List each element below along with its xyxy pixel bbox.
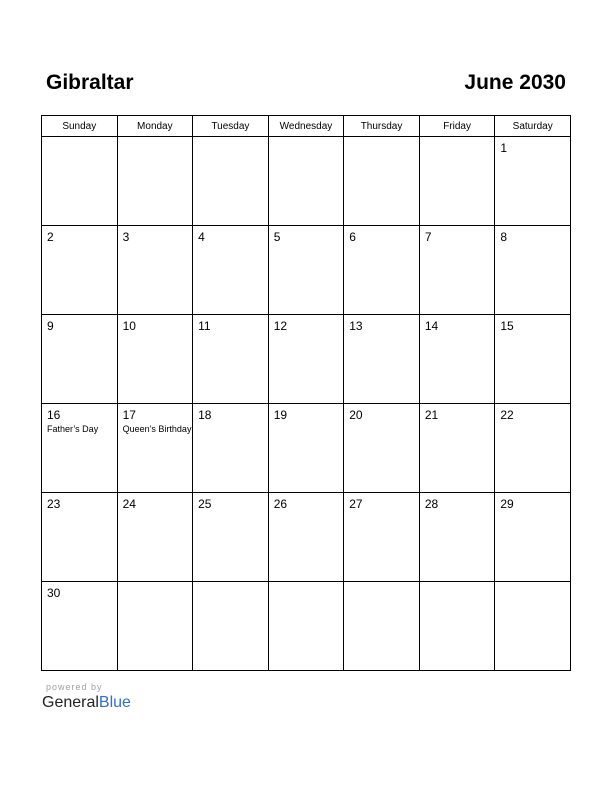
week-row [42, 226, 571, 315]
day-cell [419, 582, 495, 671]
day-number: 4 [198, 230, 205, 244]
brand-general-text: General [42, 694, 99, 711]
day-cell [42, 315, 118, 404]
day-number: 5 [273, 230, 281, 244]
week-row [42, 582, 571, 671]
day-cell [117, 315, 193, 404]
day-number: 10 [122, 319, 136, 333]
day-number: 15 [500, 319, 514, 333]
day-cell [193, 493, 269, 582]
day-cell [268, 404, 344, 493]
weekday-header: Friday [419, 116, 495, 137]
day-number: 12 [273, 319, 288, 333]
day-cell [268, 226, 344, 315]
week-row [42, 315, 571, 404]
day-cell [419, 315, 495, 404]
day-cell [344, 404, 420, 493]
weekday-header: Sunday [42, 116, 118, 137]
weekday-header: Tuesday [193, 116, 269, 137]
calendar-month-title: June 2030 [464, 71, 566, 94]
day-number: 29 [500, 497, 514, 511]
day-cell [42, 493, 118, 582]
day-number: 9 [47, 319, 54, 333]
day-number: 2 [47, 230, 54, 244]
day-cell [419, 404, 495, 493]
day-cell [344, 315, 420, 404]
day-cell [193, 137, 269, 226]
day-cell [495, 226, 571, 315]
weekday-header: Thursday [344, 116, 420, 137]
day-number: 3 [122, 230, 130, 244]
day-number: 8 [500, 230, 508, 244]
day-cell [495, 404, 571, 493]
day-cell [495, 315, 571, 404]
day-number: 22 [500, 408, 514, 422]
weekday-header: Wednesday [268, 116, 344, 137]
day-cell [42, 137, 118, 226]
day-number: 11 [198, 319, 211, 333]
day-cell [495, 493, 571, 582]
day-cell [117, 493, 193, 582]
day-cell [193, 582, 269, 671]
day-cell [344, 493, 420, 582]
day-cell [344, 226, 420, 315]
day-number: 25 [198, 497, 212, 511]
day-number: 6 [349, 230, 356, 244]
weekday-header: Saturday [495, 116, 571, 137]
day-number: 27 [349, 497, 363, 511]
holiday-label: Father’s Day [47, 424, 99, 434]
day-number: 18 [198, 408, 212, 422]
week-row [42, 493, 571, 582]
day-cell [344, 137, 420, 226]
day-cell [419, 137, 495, 226]
week-row [42, 137, 571, 226]
holiday-label: Queen’s Birthday [122, 424, 192, 434]
month-calendar-grid [41, 115, 571, 671]
day-cell [193, 404, 269, 493]
day-cell [268, 315, 344, 404]
day-cell [495, 137, 571, 226]
day-cell [268, 582, 344, 671]
day-number: 28 [424, 497, 439, 511]
day-number: 13 [349, 319, 363, 333]
generalblue-logo[interactable] [42, 694, 131, 712]
brand-blue-text: Blue [98, 694, 131, 711]
day-cell [42, 404, 118, 493]
day-cell [419, 226, 495, 315]
day-number: 1 [500, 141, 508, 155]
day-number: 20 [349, 408, 363, 422]
day-number: 19 [273, 408, 288, 422]
day-cell [268, 493, 344, 582]
powered-by-label: powered by [46, 682, 103, 692]
day-cell [42, 226, 118, 315]
weekday-header-row [42, 116, 571, 137]
day-number: 17 [122, 408, 136, 422]
day-cell [117, 582, 193, 671]
day-cell [268, 137, 344, 226]
calendar-body [42, 137, 571, 671]
day-cell [193, 226, 269, 315]
week-row [42, 404, 571, 493]
day-number: 21 [424, 408, 439, 422]
day-cell [42, 582, 118, 671]
day-number: 16 [47, 408, 61, 422]
day-number: 14 [424, 319, 439, 333]
calendar-location-title: Gibraltar [46, 71, 134, 94]
day-number: 24 [122, 497, 136, 511]
day-cell [117, 137, 193, 226]
day-number: 23 [47, 497, 61, 511]
day-cell [117, 404, 193, 493]
day-number: 7 [424, 230, 432, 244]
day-number: 30 [47, 586, 61, 600]
day-cell [193, 315, 269, 404]
day-cell [344, 582, 420, 671]
day-number: 26 [273, 497, 288, 511]
day-cell [495, 582, 571, 671]
day-cell [117, 226, 193, 315]
weekday-header: Monday [117, 116, 193, 137]
day-cell [419, 493, 495, 582]
